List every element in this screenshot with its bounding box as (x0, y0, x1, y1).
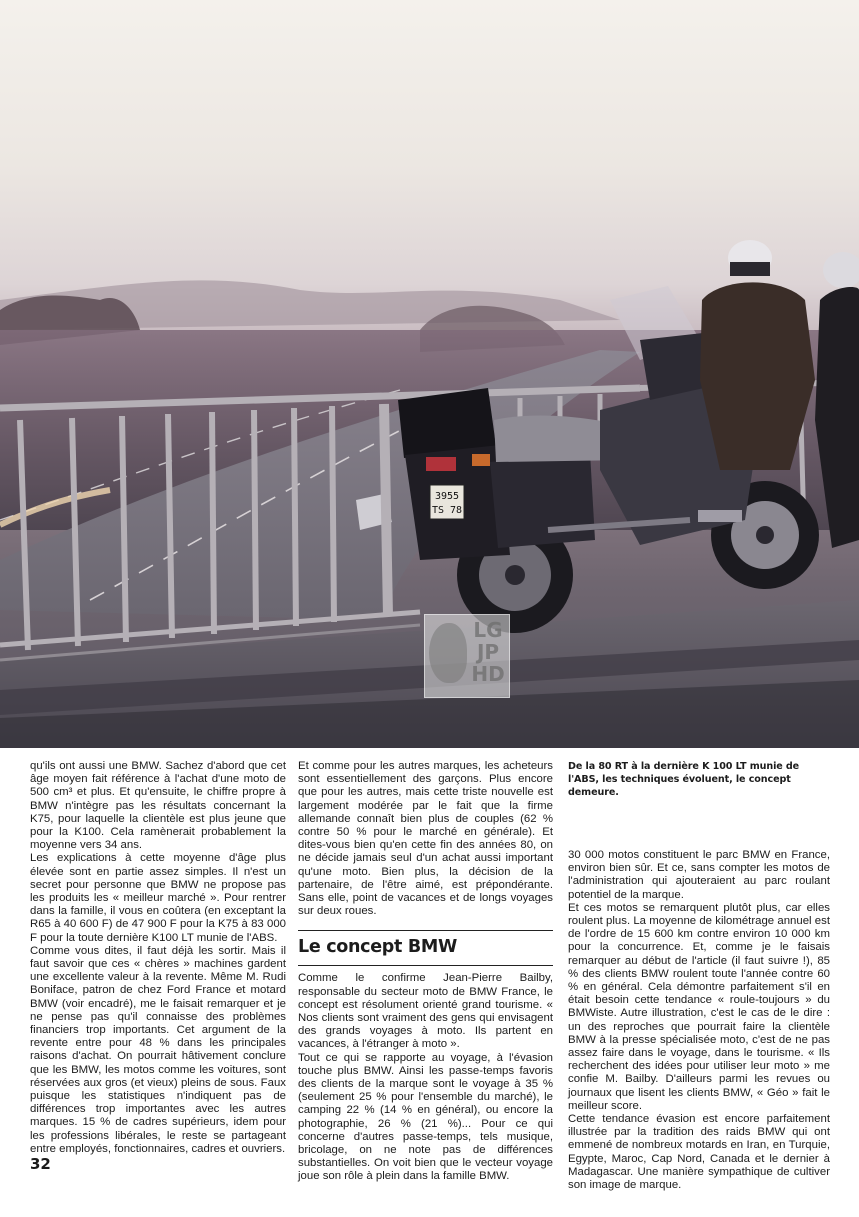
plate-line-1: 3955 (434, 491, 460, 502)
paragraph: Et ces motos se remarquent plutôt plus, car elles roulent plus. La moyenne de kilométrage annuel est de l'ordre de 15 600 km contre environ 10 000 km pour la concurrence. Et, comme je le faisais remarquer au début de l'article (il faut suivre !), 85 % des clients BMW roulent toute l'année contre 60 % en général. Cela démontre parfaitement s'il en était besoin cette tendance « roule-toujours » du BMWiste. Autre illustration, c'est le cas de le dire : un des reproches que pourrait faire la clientèle BMW à la presse spécialisée moto, c'est de ne pas assez faire dans le voyage, dans le tourisme. « Ils recherchent des idées pour utiliser leur moto » me confie M. Bailby. D'ailleurs parmi les revues ou journaux que lisent les clients BMW, « Géo » fait le meilleur score. (568, 901, 830, 1112)
paragraph: 30 000 motos constituent le parc BMW en France, environ bien sûr. Et ce, sans compter les motos de l'administration qui ajouteraient au parc roulant potentiel de la marque. (568, 849, 830, 901)
article-column-2 (298, 760, 553, 1184)
watermark-line-3: HD (471, 662, 505, 686)
heading-rule (298, 965, 553, 966)
paragraph: Cette tendance évasion est encore parfaitement illustrée par la tradition des raids BMW qui ont emmené de nombreux motards en Iran, en Turquie, Egypte, Maroc, Cap Nord, Canada et le dernier à Madagascar. Une manière sympathique de cultiver son image de marque. (568, 1113, 830, 1192)
paragraph: Et comme pour les autres marques, les acheteurs sont essentiellement des garçons. Plus encore que pour les autres, mais cette triste nouvelle est largement modérée par le fait que la firme allemande connaît bien plus de couples (62 % contre 50 % pour le marché en générale). Et dites-vous bien qu'en cette fin des années 80, on ne décide jamais seul d'un achat aussi important qu'une moto. Bien plus, la décision de la partenaire, de l'être aimé, est prépondérante. Sans elle, point de vacances et de longs voyages sur deux roues. (298, 760, 553, 918)
page-number: 32 (30, 1155, 51, 1173)
plate-line-2: TS 78 (431, 505, 463, 516)
watermark-line-2: JP (476, 640, 500, 664)
paragraph: Comme le confirme Jean-Pierre Bailby, responsable du secteur moto de BMW France, le concept est résolument orienté grand tourisme. « Nos clients sont vraiment des gens qui envisagent des grands voyages à moto. Ils partent en vacances, à l'étranger à moto ». (298, 972, 553, 1051)
paragraph: Comme vous dites, il faut déjà les sortir. Mais il faut savoir que ces « chères » machines gardent une excellente valeur à la revente. Même M. Rudi Boniface, patron de chez Ford France et motard BMW (voir encadré), me le faisait remarquer et je ne pense pas qu'il connaisse des problèmes financiers trop importants. Cet argument de la revente entre pour 48 % dans les principales raisons d'achat. On pourrait hâtivement conclure que les BMW, les motos comme les voitures, sont réservées aux gros (et vieux) pleins de sous. Faux puisque les statistiques n'indiquent pas de différences trop importantes avec les autres marques. 15 % de cadres supérieurs, idem pour les professions libérales, le reste se partageant entre employés, fonctionnaires, cadres et ouvriers. (30, 944, 286, 1155)
photo-caption: De la 80 RT à la dernière K 100 LT munie de l'ABS, les techniques évoluent, le concept demeure. (568, 761, 800, 798)
section-heading: Le concept BMW (298, 930, 553, 957)
watermark-line-1: LG (473, 618, 503, 642)
paragraph: qu'ils ont aussi une BMW. Sachez d'abord que cet âge moyen fait référence à l'achat d'une moto de 500 cm³ et plus. Et qu'ensuite, le chiffre propre à BMW n'intègre pas les résultats concernant la K75, pour laquelle la clientèle est plus jeune que pour la K100. Cela ramènerait probablement la moyenne vers 34 ans. (30, 760, 286, 852)
paragraph: Les explications à cette moyenne d'âge plus élevée sont en partie assez simples. Il n'est un secret pour personne que BMW ne propose pas les produits les « meilleur marché ». Pour rentrer dans la famille, il vous en coûtera (en exceptant la R65 à 40 600 F) de 47 900 F pour la K75 à 83 000 F pour la toute dernière K100 LT munie de l'ABS. (30, 852, 286, 944)
article-column-3 (568, 760, 830, 1192)
rider (700, 240, 815, 470)
watermark-portrait (429, 623, 467, 683)
watermark-stamp (424, 614, 510, 698)
article-column-1 (30, 760, 286, 1156)
paragraph: Tout ce qui se rapporte au voyage, à l'évasion touche plus BMW. Ainsi les passe-temps favoris des clients de la marque sont le voyage à 35 % (seulement 25 % pour l'ensemble du marché), le camping 22 % (14 % en général), ou encore la photographie, 26 % (21 %)... Pour ce qui concerne d'autres passe-temps, tels musique, bricolage, on ne note pas de différences substantielles. On voit bien que le vecteur voyage joue son rôle à plein dans la famille BMW. (298, 1051, 553, 1183)
